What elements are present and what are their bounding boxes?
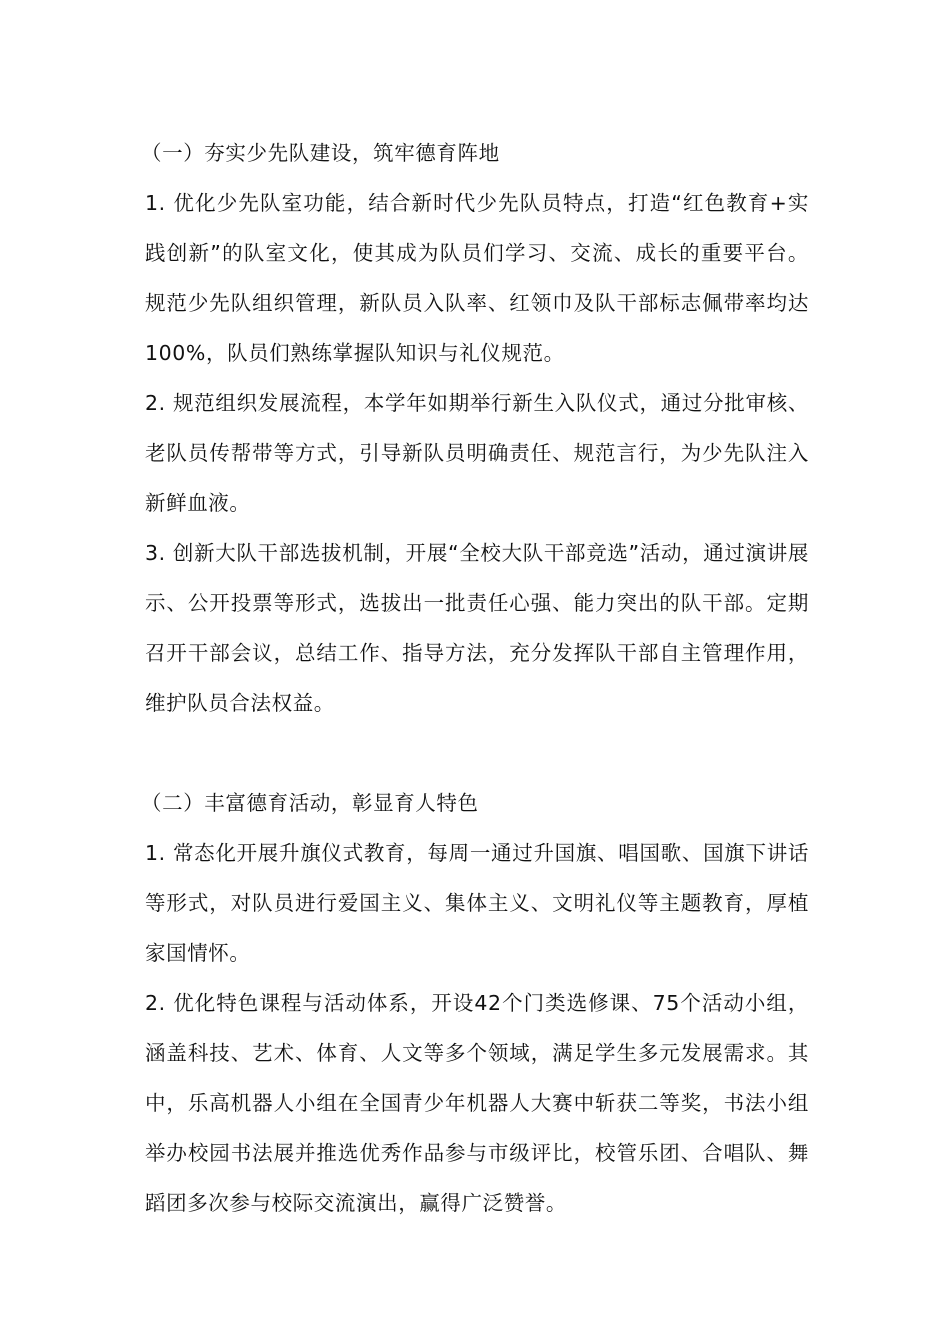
paragraph: 3. 创新大队干部选拔机制，开展“全校大队干部竞选”活动，通过演讲展示、公开投票等形式，选拔出一批责任心强、能力突出的队干部。定期召开干部会议，总结工作、指导方法，充分发挥队干部自主管理作用，维护队员合法权益。 — [145, 541, 809, 715]
section-1 — [141, 128, 809, 728]
paragraph: 1. 优化少先队室功能，结合新时代少先队员特点，打造“红色教育+实践创新”的队室文化，使其成为队员们学习、交流、成长的重要平台。规范少先队组织管理，新队员入队率、红领巾及队干部标志佩带率均达100%，队员们熟练掌握队知识与礼仪规范。 — [145, 191, 809, 365]
section-2 — [141, 778, 809, 1228]
section-heading: （一）夯实少先队建设，筑牢德育阵地 — [141, 141, 500, 165]
document-body — [141, 128, 809, 1228]
paragraph: 2. 优化特色课程与活动体系，开设42个门类选修课、75个活动小组，涵盖科技、艺术、体育、人文等多个领域，满足学生多元发展需求。其中，乐高机器人小组在全国青少年机器人大赛中斩获二等奖，书法小组举办校园书法展并推选优秀作品参与市级评比，校管乐团、合唱队、舞蹈团多次参与校际交流演出，赢得广泛赞誉。 — [145, 991, 809, 1215]
paragraph: 2. 规范组织发展流程，本学年如期举行新生入队仪式，通过分批审核、老队员传帮带等方式，引导新队员明确责任、规范言行，为少先队注入新鲜血液。 — [145, 391, 809, 515]
section-heading: （二）丰富德育活动，彰显育人特色 — [141, 791, 479, 815]
paragraph: 1. 常态化开展升旗仪式教育，每周一通过升国旗、唱国歌、国旗下讲话等形式，对队员进行爱国主义、集体主义、文明礼仪等主题教育，厚植家国情怀。 — [145, 841, 809, 965]
section-spacer — [145, 728, 809, 778]
